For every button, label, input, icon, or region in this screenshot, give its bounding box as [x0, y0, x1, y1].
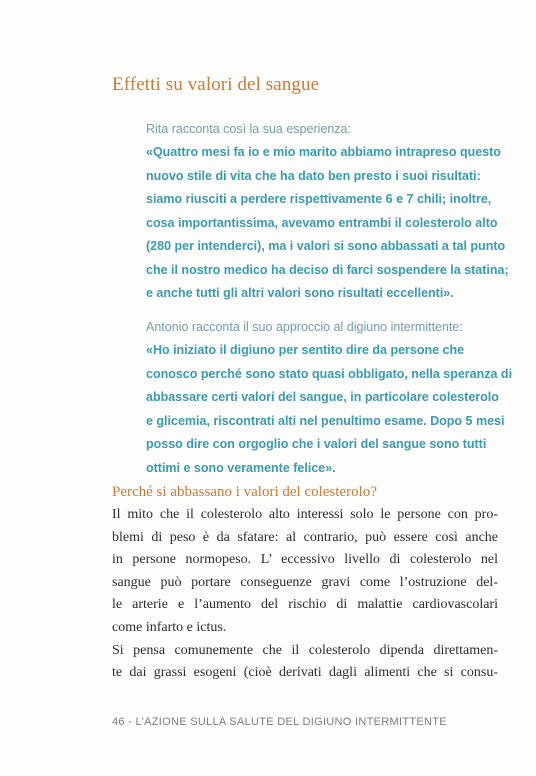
body-line: Il mito che il colesterolo alto interessi solo le persone con pro-: [112, 507, 498, 522]
testimonial-rita: [146, 118, 509, 306]
body-line: blemi di peso è da sfatare: al contrario, può essere così anche: [112, 529, 498, 545]
testimonial-line: cosa importantissima, avevamo entrambi il colesterolo alto: [146, 215, 498, 230]
testimonial-line: e anche tutti gli altri valori sono risultati eccellenti».: [146, 286, 454, 300]
testimonial-line: e glicemia, riscontrati alti nel penultimo esame. Dopo 5 mesi: [146, 413, 505, 428]
body-line: sangue può portare conseguenze gravi come l’ostruzione del-: [112, 574, 498, 590]
testimonial-line: posso dire con orgoglio che i valori del sangue sono tutti: [146, 437, 487, 451]
body-line: in persone normopeso. L’ eccessivo livello di colesterolo nel: [112, 552, 498, 568]
testimonial-line: (280 per intenderci), ma i valori si sono abbassati a tal punto: [146, 239, 506, 253]
testimonial-line: che il nostro medico ha deciso di farci sospendere la statina;: [146, 262, 509, 277]
page-number: 46: [112, 716, 125, 728]
testimonial-line: «Quattro mesi fa io e mio marito abbiamo intrapreso questo: [146, 145, 501, 159]
testimonial-line: nuovo stile di vita che ha dato ben presto i suoi risultati:: [146, 168, 481, 183]
section-heading: Perché si abbassano i valori del colesterolo?: [112, 484, 377, 500]
page-footer: [112, 716, 447, 728]
body-line: le arterie e l’aumento del rischio di malattie cardiovascolari: [112, 597, 498, 613]
testimonial-line: abbassare certi valori del sangue, in particolare colesterolo: [146, 390, 499, 404]
body-paragraph: [112, 504, 498, 685]
body-line: te dai grassi esogeni (cioè derivati dagli alimenti che si consu-: [112, 665, 498, 681]
testimonial-intro: Rita racconta così la sua esperienza:: [146, 122, 351, 136]
testimonial-line: siamo riusciti a perdere rispettivamente 6 e 7 chili; inoltre,: [146, 192, 492, 206]
page-title: Effetti su valori del sangue: [112, 74, 320, 95]
running-title: L’AZIONE SULLA SALUTE DEL DIGIUNO INTERMITTENTE: [135, 716, 447, 728]
testimonial-antonio: [146, 316, 513, 480]
testimonial-line: «Ho iniziato il digiuno per sentito dire da persone che: [146, 343, 465, 357]
body-line: come infarto e ictus.: [112, 619, 227, 635]
testimonial-intro: Antonio racconta il suo approccio al digiuno intermittente:: [146, 320, 463, 334]
body-line: Si pensa comunemente che il colesterolo dipenda direttamen-: [112, 642, 498, 658]
testimonial-line: conosco perché sono stato quasi obbligato, nella speranza di: [146, 366, 513, 381]
footer-separator: -: [128, 716, 133, 728]
testimonial-line: ottimi e sono veramente felice».: [146, 460, 336, 475]
